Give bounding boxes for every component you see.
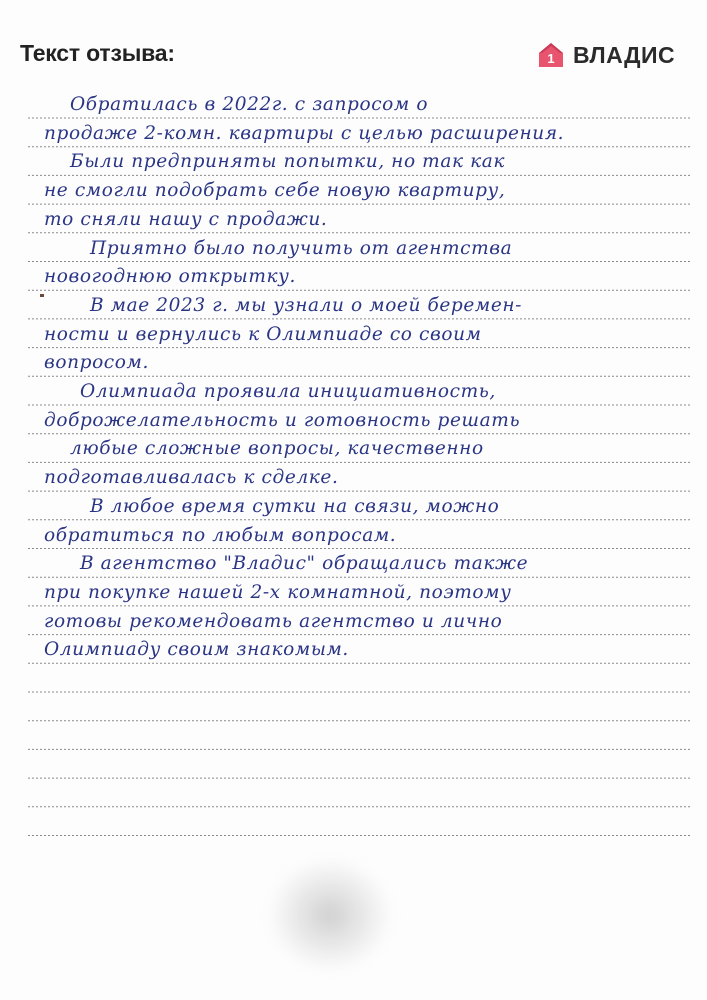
handwritten-line: Олимпиада проявила инициативность, [80, 381, 496, 402]
handwritten-line: В мае 2023 г. мы узнали о моей беремен- [90, 294, 523, 316]
handwritten-line: обратиться по любым вопросам. [44, 524, 397, 546]
handwritten-line: доброжелательность и готовность решать [44, 409, 521, 431]
logo-text: ВЛАДИС [573, 41, 676, 68]
handwritten-line: не смогли подобрать себе новую квартиру, [44, 180, 506, 202]
handwritten-line: В агентство "Владис" обращались также [80, 553, 529, 575]
handwritten-line: то сняли нашу с продажи. [44, 208, 328, 230]
handwritten-line: любые сложные вопросы, качественно [70, 438, 484, 460]
scan-smudge [270, 860, 390, 970]
handwritten-line: новогоднюю открытку. [44, 266, 296, 288]
page-title: Текст отзыва: [20, 40, 175, 66]
handwritten-line: при покупке нашей 2-х комнатной, поэтому [44, 581, 512, 603]
logo-badge-number: 1 [547, 51, 555, 66]
handwritten-line: ности и вернулись к Олимпиаде со своим [44, 323, 482, 345]
handwritten-line: Приятно было получить от агентства [90, 237, 513, 259]
handwritten-line: вопросом. [44, 352, 149, 374]
handwritten-line: готовы рекомендовать агентство и лично [44, 610, 503, 632]
handwritten-line: Были предприняты попытки, но так как [70, 151, 505, 173]
handwritten-line: В любое время сутки на связи, можно [90, 495, 500, 517]
handwritten-line: Обратилась в 2022г. с запросом о [70, 94, 429, 115]
handwritten-line: подготавливалась к сделке. [44, 467, 339, 489]
handwritten-line: Олимпиаду своим знакомым. [44, 639, 349, 661]
handwritten-line: продаже 2-комн. квартиры с целью расширения. [44, 122, 565, 144]
